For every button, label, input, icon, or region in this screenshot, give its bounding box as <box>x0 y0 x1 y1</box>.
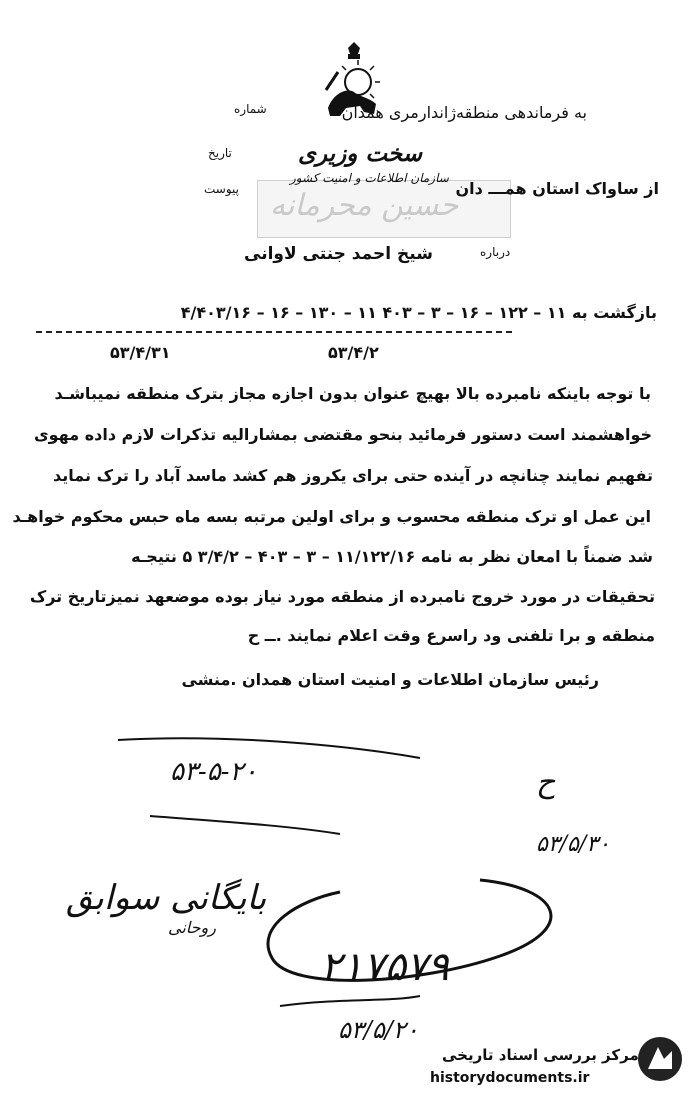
body-line: منطقه و برا تلفنی ود راسرع وقت اعلام نمایند .ــ ح <box>247 626 655 645</box>
reference-line: بازگشت به ۱۱ – ۱۲۲ – ۱۶ – ۳ – ۴۰۳ ۱۱ – ۱۳۰ – ۱۶ – ۴/۴۰۳/۱۶ <box>180 303 657 322</box>
number-label: شماره <box>234 102 267 116</box>
body-line: شد ضمناً با امعان نظر به نامه ۱۱/۱۲۲/۱۶ – ۳ – ۴۰۳ – ۳/۴/۲ ۵ نتیجـه <box>131 547 653 566</box>
body-line: با توجه باینکه نامبرده بالا بهیچ عنوان بدون اجازه مجاز بترک منطقه نمیباشـد <box>54 384 651 403</box>
handwritten-date-3: ۵۳/۵/۲۰ <box>338 1016 419 1044</box>
reference-date-2: ۵۳/۴/۳۱ <box>110 343 171 362</box>
body-line: تحقیقات در مورد خروج نامبرده از منطقه مورد نیاز بوده موضعهد نمیزتاریخ ترک <box>29 587 655 606</box>
handwritten-date-2: ۵۳/۵/۳۰ <box>536 832 610 857</box>
subject-value: شیخ احمد جنتی لاوانی <box>244 244 433 264</box>
body-line: این عمل او ترک منطقه محسوب و برای اولین مرتبه بسه ماه حبس محکوم خواهـد <box>12 507 651 526</box>
reference-divider <box>36 331 512 333</box>
signature-line: رئیس سازمان اطلاعات و امنیت استان همدان .منشی <box>181 670 599 689</box>
body-line: خواهشمند است دستور فرمائید بنحو مقتضی بمشارالیه تذکرات لازم داده مهوی <box>33 425 652 444</box>
stamp-text: حسین محرمانه <box>270 188 459 223</box>
sender-line: از ساواک استان همـــ دان <box>455 179 659 198</box>
body-line: تفهیم نمایند چنانچه در آینده حتی برای یکروز هم کشد ماسد آباد را ترک نماید <box>53 466 653 485</box>
subject-label: درباره <box>480 245 511 259</box>
handwritten-date-1: ۵۳-۵-۲۰ <box>170 757 258 787</box>
watermark-logo-icon <box>636 1035 684 1083</box>
reference-date-1: ۵۳/۴/۲ <box>328 343 379 362</box>
recipient-line: به فرماندهی منطقه‌ژاندارمری همدان <box>341 103 587 122</box>
date-label: تاریخ <box>208 146 232 160</box>
handwritten-archive-note: بایگانی سوابق <box>66 878 267 918</box>
watermark-url: historydocuments.ir <box>430 1070 590 1086</box>
sender-handwritten: سازمان اطلاعات و امنیت کشور <box>290 171 449 185</box>
classification-mark: سخت وزیری <box>298 140 423 167</box>
attachment-label: پیوست <box>204 182 239 196</box>
handwritten-initial: ح <box>536 765 556 800</box>
watermark-name: مرکز بررسی اسناد تاریخی <box>442 1046 639 1064</box>
handwritten-archive-sub: روحانی <box>168 918 217 937</box>
handwritten-file-number: ۲۱۷۵۷۹ <box>320 944 449 990</box>
